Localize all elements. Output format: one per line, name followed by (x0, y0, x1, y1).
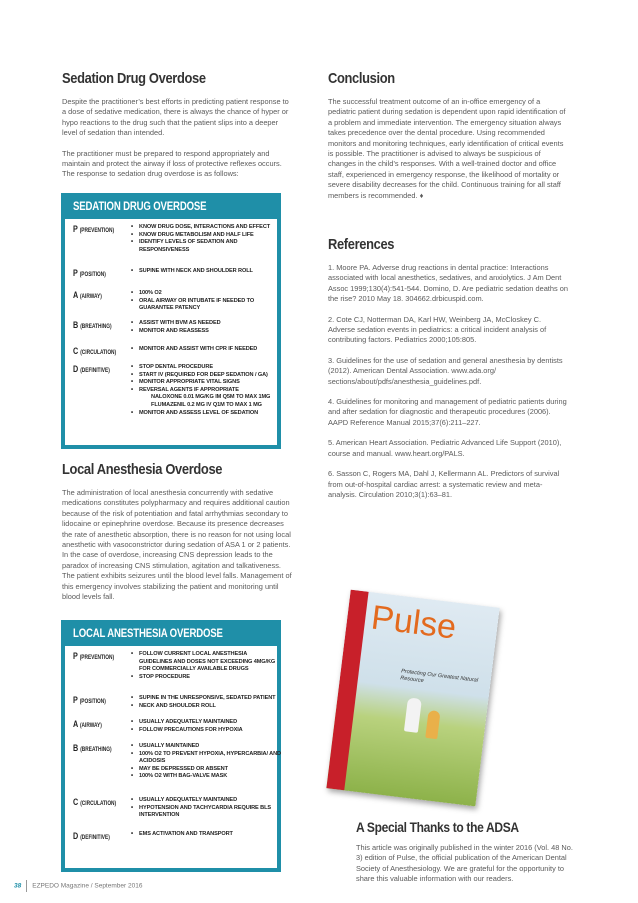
row-items (131, 651, 281, 681)
local-box (61, 620, 281, 872)
row-items (131, 320, 281, 335)
row-label: P (PREVENTION) (73, 224, 115, 234)
reference-item: 5. American Heart Association. Pediatric Advanced Life Support (2010), course and manual. www.heart.org/PALS. (328, 438, 562, 458)
list-item: • MONITOR AND REASSESS (131, 328, 281, 336)
cover-red-stripe (326, 590, 368, 791)
row-label: C (CIRCULATION) (73, 346, 117, 356)
row-items (131, 743, 281, 781)
row-items (131, 364, 281, 417)
sedation-paragraph-1: Despite the practitioner’s best efforts in predicting patient response to a dose of sedative medication, there is always the chance of hyper or hypo reactions to the drug such that the patient slips into a deeper level of sedation than intended. (62, 97, 289, 138)
reference-item: 2. Cote CJ, Notterman DA, Karl HW, Weinberg JA, McCloskey C. Adverse sedation events in pediatrics: a critical incident analysis of contributing factors. Pediatrics 2000;105:805. (328, 314, 547, 345)
sedation-paragraph-2: The practitioner must be prepared to respond appropriately and maintain and protect the airway if loss of protective reflexes occurs. The response to sedation drug overdose is as follows: (62, 148, 282, 179)
list-item: • NECK AND SHOULDER ROLL (131, 703, 281, 711)
list-item: • SUPINE WITH NECK AND SHOULDER ROLL (131, 268, 281, 276)
reference-item: 4. Guidelines for monitoring and management of pediatric patients during and after sedation for diagnostic and therapeutic procedures (2006). AAPD Reference Manual 2015;37(6):211–227. (328, 397, 567, 427)
list-item: • KNOW DRUG DOSE, INTERACTIONS AND EFFECT (131, 224, 281, 232)
row-label: P (POSITION) (73, 695, 106, 705)
list-subitem: NALOXONE 0.01 MG/KG IM Q5M TO MAX 1MG (151, 394, 271, 401)
row-label: A (AIRWAY) (73, 290, 102, 300)
list-item: • SUPINE IN THE UNRESPONSIVE, SEDATED PATIENT (131, 695, 281, 703)
page-number: 38 (14, 882, 22, 890)
list-item: • HYPOTENSION AND TACHYCARDIA REQUIRE BLS INTERVENTION (131, 805, 281, 820)
thanks-section (356, 819, 576, 885)
row-items (131, 268, 281, 276)
list-item: • IDENTIFY LEVELS OF SEDATION AND RESPONSIVENESS (131, 239, 281, 254)
row-label: P (PREVENTION) (73, 651, 115, 661)
local-box-title: LOCAL ANESTHESIA OVERDOSE (73, 626, 223, 640)
row-label: D (DEFINITIVE) (73, 364, 110, 374)
row-label: B (BREATHING) (73, 743, 112, 753)
cover-brand: Pulse (369, 598, 459, 647)
conclusion-text: The successful treatment outcome of an in-office emergency of a pediatric patient during sedation is dependent upon rapid identification of a problem and immediate intervention. The emergency situation always takes precedence over the dental procedure. Using recommended monitors and monitoring techniques, early identification of critical events is possible. The practitioner is advised to always be suspicious of changes in the child’s responses. With a well-trained doctor and office staff, experienced in emergency response, the likelihood of mortality or severe disability decreases for the child. Continuous training for all staff members is recommended. ♦ (328, 97, 566, 200)
list-item: • MONITOR APPROPRIATE VITAL SIGNS (131, 379, 281, 387)
sedation-section (62, 70, 294, 180)
list-item: • USUALLY MAINTAINED (131, 743, 281, 751)
list-item: • FOLLOW CURRENT LOCAL ANESTHESIA GUIDELINES AND DOSES NOT EXCEEDING 4MG/KG FOR COMMERCIALLY AVAILABLE DRUGS (131, 651, 281, 674)
local-paragraph: The administration of local anesthesia concurrently with sedative medications constitutes polypharmacy and requires additional caution because of the risk of potentiation and fatal arrhythmias secondary to lidocaine or epinephrine overdose. Because its presence decreases the rate of anesthetic absorption, there is no reason for not using local anesthetic with vasoconstrictor during sedation of ASA 1 or 2 patients. In the case of overdose, increasing CNS depression leads to the paradox of increasing CNS stimulation, agitation and talkativeness. The patient exhibits seizures until the blood level falls. Management of this emergency involves stabilizing the patient and monitoring until blood levels fall. (62, 488, 292, 602)
row-items (131, 346, 281, 354)
footer-divider (26, 880, 27, 892)
list-item: • STOP PROCEDURE (131, 674, 281, 682)
references-title: References (328, 236, 395, 253)
list-item: • START IV (REQUIRED FOR DEEP SEDATION / GA) (131, 372, 281, 380)
row-items (131, 797, 281, 820)
list-item: • MONITOR AND ASSIST WITH CPR IF NEEDED (131, 346, 281, 354)
thanks-text: This article was originally published in the winter 2016 (Vol. 48 No. 3) edition of Pulse, the official publication of the American Dental Society of Anesthesiology. We are grateful for the opportunity to share this valuable information with our readers. (356, 843, 573, 884)
magazine-name: EZPEDO Magazine / September 2016 (32, 882, 143, 890)
list-item: • ORAL AIRWAY OR INTUBATE IF NEEDED TO GUARANTEE PATENCY (131, 298, 281, 313)
list-item: • USUALLY ADEQUATELY MAINTAINED (131, 797, 281, 805)
local-box-inner (65, 646, 282, 868)
list-item: • 100% O2 TO PREVENT HYPOXIA, HYPERCARBIA/ AND ACIDOSIS (131, 751, 281, 766)
references-section (328, 236, 568, 510)
row-label: C (CIRCULATION) (73, 797, 117, 807)
row-items (131, 290, 281, 313)
sedation-row-prevention (73, 224, 271, 264)
local-section (62, 461, 294, 602)
cover-page (326, 590, 499, 807)
thanks-title: A Special Thanks to the ADSA (356, 819, 519, 835)
reference-item: 3. Guidelines for the use of sedation and general anesthesia by dentists (2012). American Dental Association. www.ada.org/ sections/about/pdfs/anesthesia_guidelines.pdf. (328, 355, 563, 386)
reference-item: 6. Sasson C, Rogers MA, Dahl J, Kellermann AL. Predictors of survival from out-of-hospital cardiac arrest: a systematic review and meta-analysis. Circulation 2010;3(1):63–81. (328, 469, 560, 499)
list-item: • FOLLOW PRECAUTIONS FOR HYPOXIA (131, 727, 281, 735)
cover-photo-figure (425, 710, 440, 739)
references-list (328, 263, 568, 500)
pulse-cover-image (318, 592, 508, 818)
row-label: P (POSITION) (73, 268, 106, 278)
cover-photo-figure (404, 697, 422, 732)
list-item: • USUALLY ADEQUATELY MAINTAINED (131, 719, 281, 727)
conclusion-section (328, 70, 568, 201)
list-item: • REVERSAL AGENTS IF APPROPRIATE (131, 387, 281, 395)
reference-item: 1. Moore PA. Adverse drug reactions in dental practice: Interactions associated with local anesthetics, sedatives, and anxiolytics. J Am Dent Assoc 1999;130(4):541-544. Domino, D. Are pediatric sedation deaths on the rise? 2010 May 18. 304662.drbicuspid.com. (328, 263, 568, 304)
list-item: • 100% O2 WITH BAG-VALVE MASK (131, 773, 281, 781)
row-label: D (DEFINITIVE) (73, 831, 110, 841)
local-title: Local Anesthesia Overdose (62, 461, 223, 478)
list-item: • KNOW DRUG METABOLISM AND HALF LIFE (131, 232, 281, 240)
row-items (131, 831, 281, 839)
list-item: • MAY BE DEPRESSED OR ABSENT (131, 766, 281, 774)
list-subitem: FLUMAZENIL 0.2 MG IV Q1M TO MAX 1 MG (151, 401, 262, 408)
list-item: • STOP DENTAL PROCEDURE (131, 364, 281, 372)
sedation-box-inner (65, 219, 277, 445)
sedation-box-title: SEDATION DRUG OVERDOSE (73, 199, 207, 213)
row-label: A (AIRWAY) (73, 719, 102, 729)
sedation-box (61, 193, 281, 449)
list-item: • 100% O2 (131, 290, 281, 298)
list-item: • MONITOR AND ASSESS LEVEL OF SEDATION (131, 410, 281, 418)
row-items (131, 719, 281, 734)
row-label: B (BREATHING) (73, 320, 112, 330)
row-items (131, 695, 281, 710)
conclusion-title: Conclusion (328, 70, 395, 87)
list-item: • EMS ACTIVATION AND TRANSPORT (131, 831, 281, 839)
list-item: • ASSIST WITH BVM AS NEEDED (131, 320, 281, 328)
sedation-title: Sedation Drug Overdose (62, 70, 206, 87)
page-footer (14, 880, 142, 892)
row-items (131, 224, 281, 254)
cover-tagline: Protecting Our Greatest Natural Resource (399, 668, 479, 685)
